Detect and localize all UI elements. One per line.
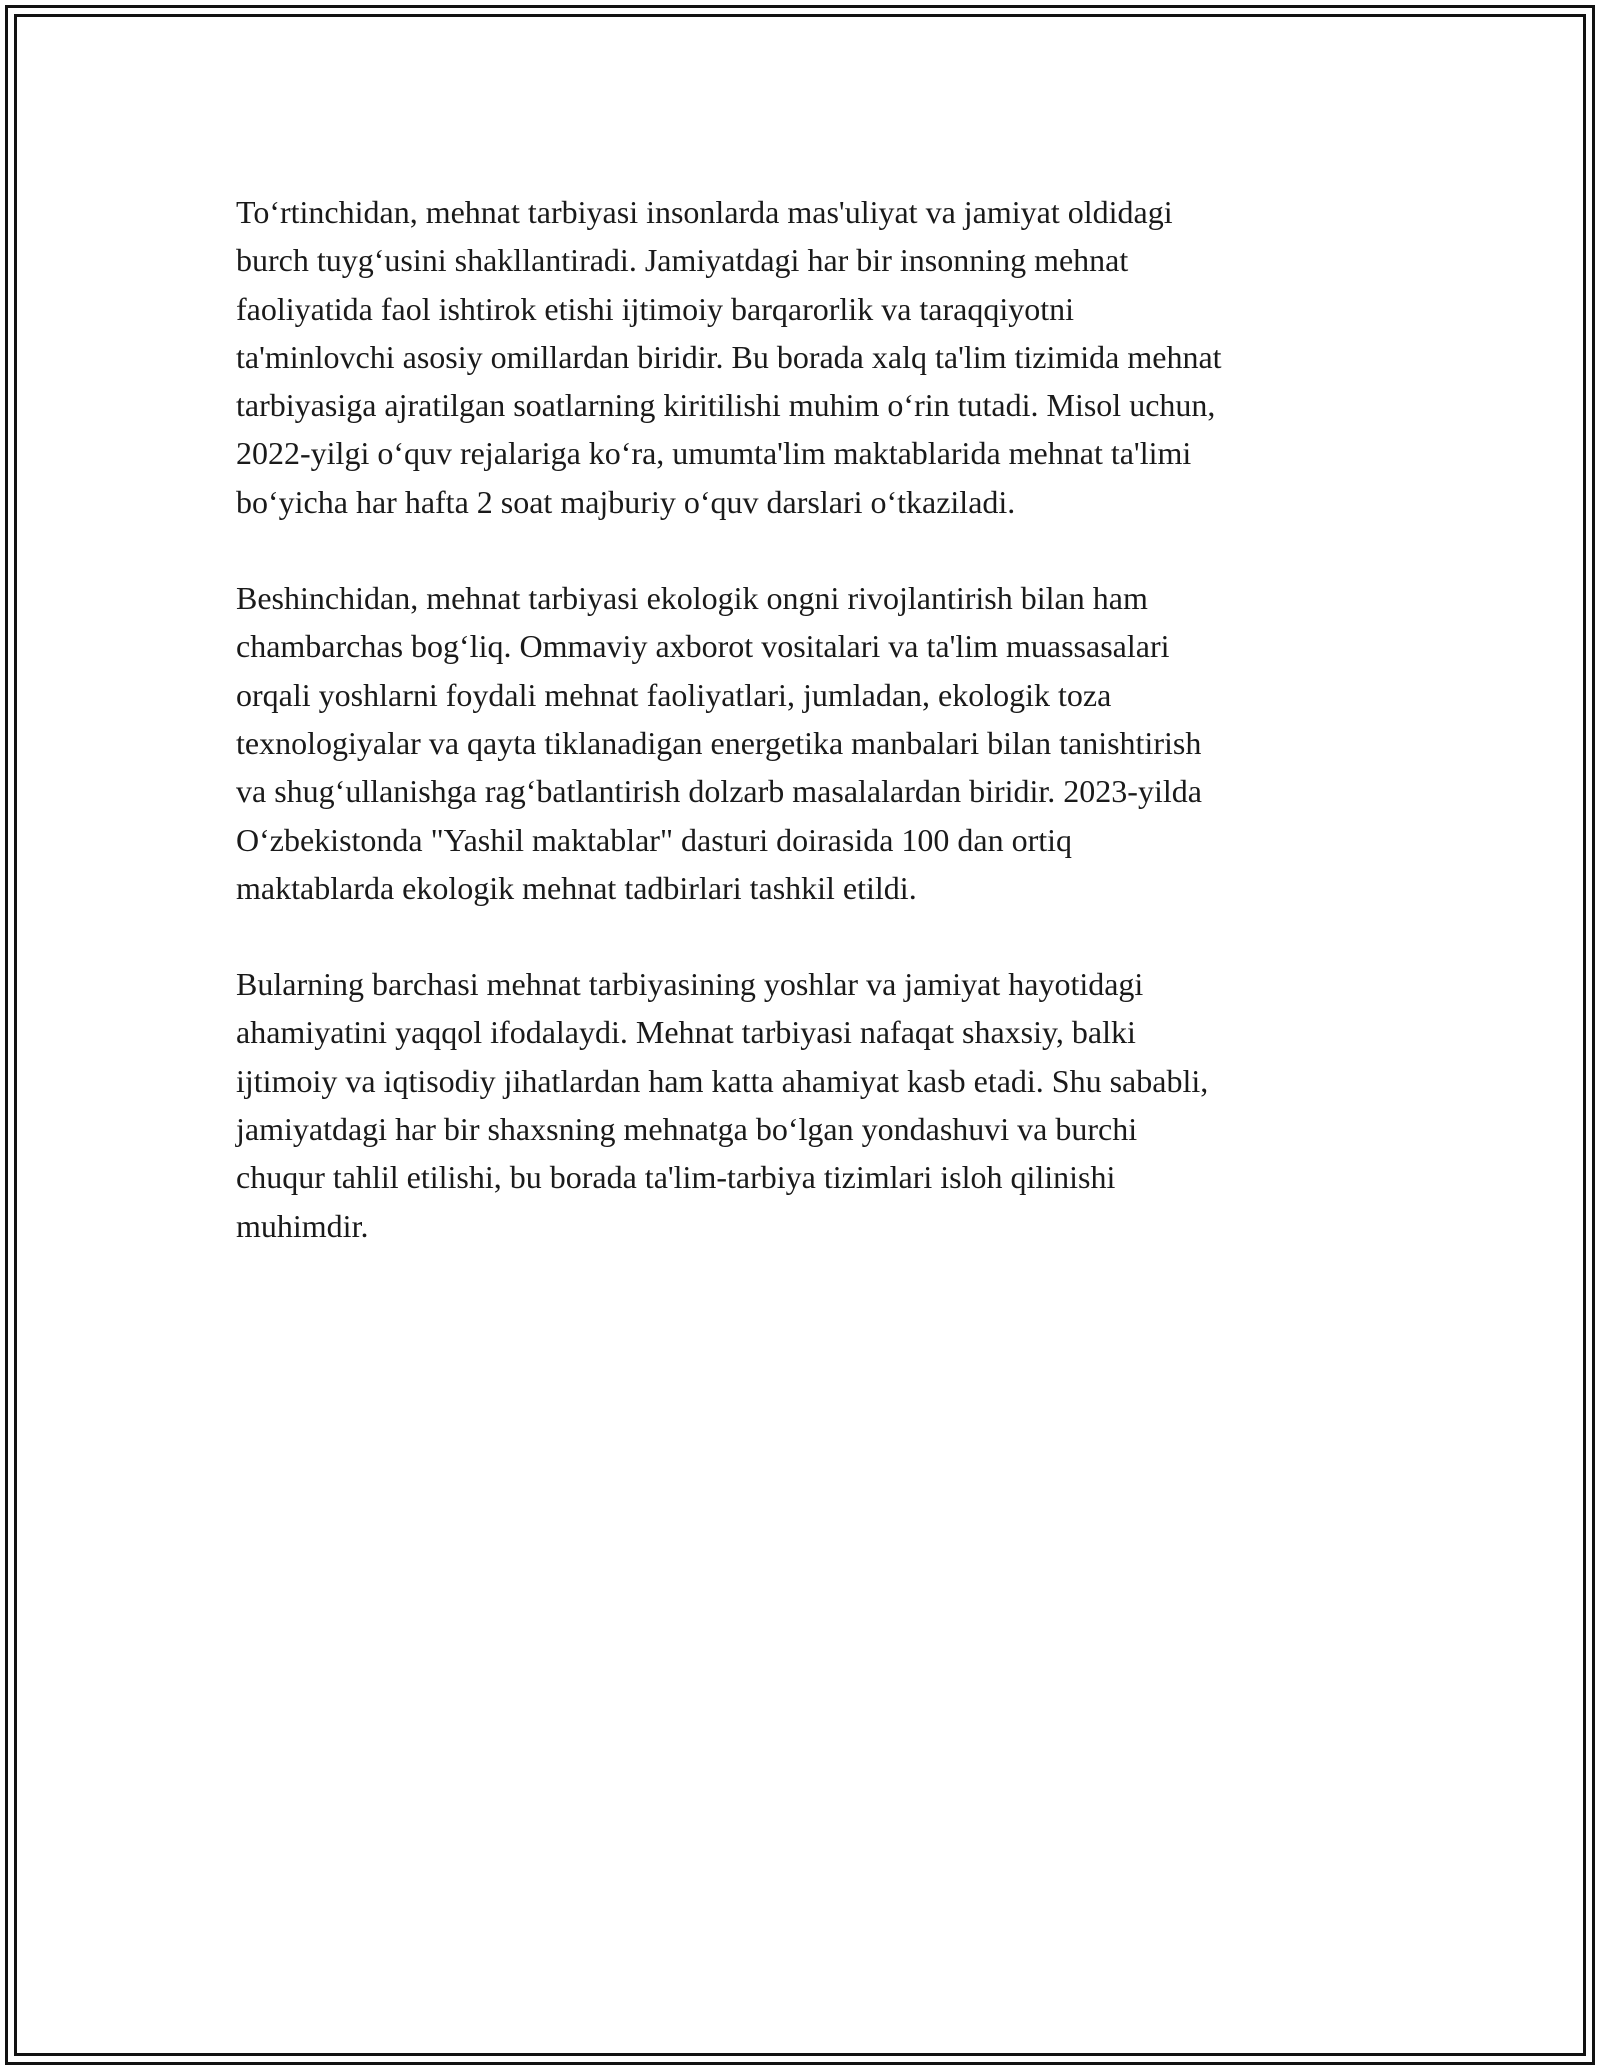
paragraph-conclusion: Bularning barchasi mehnat tarbiyasining yoshlar va jamiyat hayotidagi ahamiyatini yaqqol ifodalaydi. Mehnat tarbiyasi nafaqat shaxsiy, balki ijtimoiy va iqtisodiy jihatlardan ham katta ahamiyat kasb etadi. Shu sababli, jamiyatdagi har bir shaxsning mehnatga bo‘lgan yondashuvi va burchi chuqur tahlil etilishi, bu borada ta'lim-tarbiya tizimlari isloh qilinishi muhimdir.	[236, 966, 1209, 1244]
paragraph-fourth-point: To‘rtinchidan, mehnat tarbiyasi insonlarda mas'uliyat va jamiyat oldidagi burch tuyg‘usini shakllantiradi. Jamiyatdagi har bir insonning mehnat faoliyatida faol ishtirok etishi ijtimoiy barqarorlik va taraqqiyotni ta'minlovchi asosiy omillardan biridir. Bu borada xalq ta'lim tizimida mehnat tarbiyasiga ajratilgan soatlarning kiritilishi muhim o‘rin tutadi. Misol uchun, 2022-yilgi o‘quv rejalariga ko‘ra, umumta'lim maktablarida mehnat ta'limi bo‘yicha har hafta 2 soat majburiy o‘quv darslari o‘tkaziladi.	[236, 194, 1222, 520]
paragraph-fifth-point: Beshinchidan, mehnat tarbiyasi ekologik ongni rivojlantirish bilan ham chambarchas bog‘liq. Ommaviy axborot vositalari va ta'lim muassasalari orqali yoshlarni foydali mehnat faoliyatlari, jumladan, ekologik toza texnologiyalar va qayta tiklanadigan energetika manbalari bilan tanishtirish va shug‘ullanishga rag‘batlantirish dolzarb masalalardan biridir. 2023-yilda O‘zbekistonda "Yashil maktablar" dasturi doirasida 100 dan ortiq maktablarda ekologik mehnat tadbirlari tashkil etildi.	[236, 580, 1202, 906]
document-body	[236, 188, 1386, 1298]
